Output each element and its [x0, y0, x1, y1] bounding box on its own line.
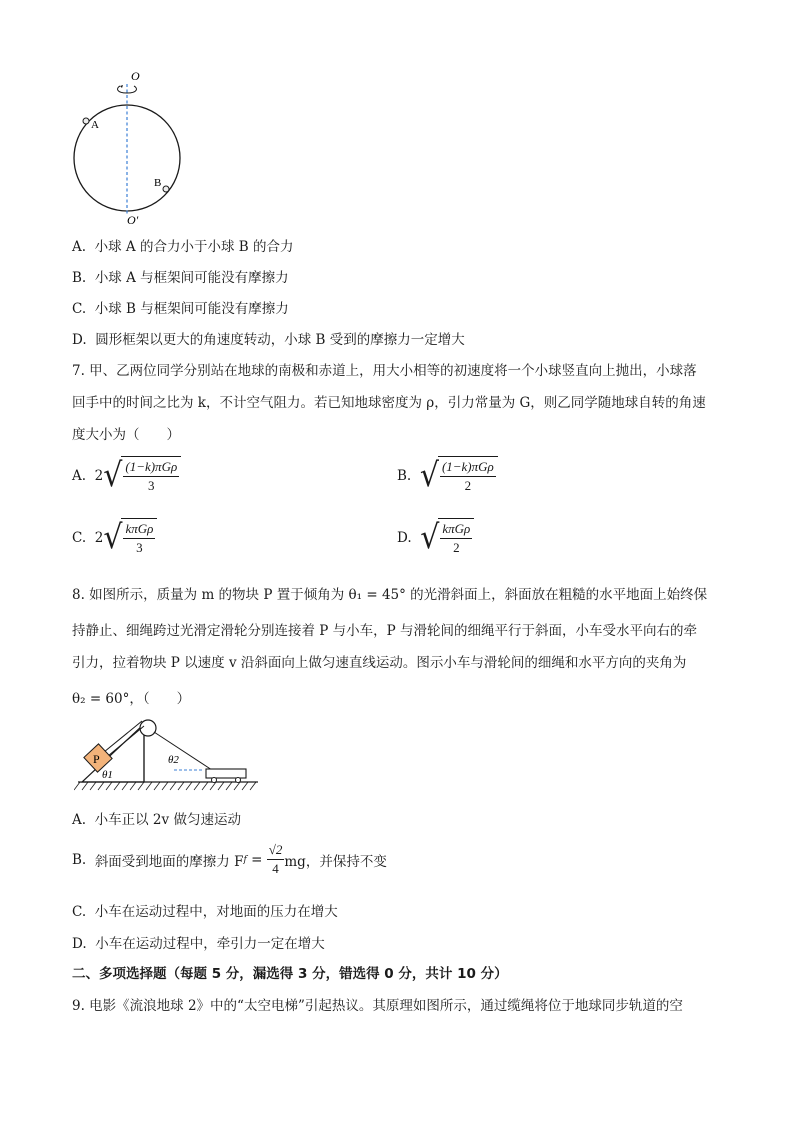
label-theta1: θ1: [102, 769, 113, 781]
label-o-prime: O′: [127, 213, 139, 226]
label-b: B: [154, 177, 162, 189]
circular-frame-figure: [64, 66, 194, 226]
q7-option-c: C. 2 √ $\frac{\text{kπGρ}}{3}$: [72, 518, 157, 558]
q6-option-c: C. 小球 B 与框架间可能没有摩擦力: [72, 301, 289, 317]
label-o: O: [131, 69, 140, 83]
q8-option-c: C. 小车在运动过程中，对地面的压力在增大: [72, 904, 338, 920]
q8-stem-line1: 8. 如图所示，质量为 m 的物块 P 置于倾角为 θ₁ = 45° 的光滑斜面上，斜面放在粗糙的水平地面上始终保: [72, 587, 708, 603]
q8-stem-line2: 持静止、细绳跨过光滑定滑轮分别连接着 P 与小车，P 与滑轮间的细绳平行于斜面，小车受水平向右的牵: [72, 623, 698, 639]
q7-option-d: D. √ $\frac{\text{kπGρ}}{2}$: [397, 518, 474, 558]
label-p: P: [93, 752, 100, 766]
q8-stem-line4: θ₂ = 60°，（ ）: [72, 691, 191, 707]
q7-option-a: A. 2 √ $\frac{\text{(1−k)πGρ}}{3}$: [72, 456, 181, 496]
label-theta2: θ2: [168, 754, 179, 766]
q7-stem-line3: 度大小为（ ）: [72, 427, 180, 443]
cart: [206, 769, 246, 778]
q8-option-a: A. 小车正以 2v 做匀速运动: [72, 812, 241, 828]
q8-option-b: B. 斜面受到地面的摩擦力 F f = $\frac{√2}{4}$ mg，并保持不变: [72, 842, 387, 876]
q9-stem-line1: 9. 电影《流浪地球 2》中的“太空电梯”引起热议。其原理如图所示，通过缆绳将位于地球同步轨道的空: [72, 998, 683, 1014]
incline-pulley-figure: [74, 716, 264, 796]
q7-option-b: B. √ $\frac{\text{(1−k)πGρ}}{2}$: [397, 456, 498, 496]
ball-a: [83, 118, 89, 124]
ball-b: [163, 186, 169, 192]
label-a: A: [91, 119, 99, 131]
q8-option-d: D. 小车在运动过程中，牵引力一定在增大: [72, 936, 325, 952]
q6-option-a: A. 小球 A 的合力小于小球 B 的合力: [72, 239, 294, 255]
q7-stem-line1: 7. 甲、乙两位同学分别站在地球的南极和赤道上，用大小相等的初速度将一个小球竖直向上抛出，小球落: [72, 363, 697, 379]
q6-option-b: B. 小球 A 与框架间可能没有摩擦力: [72, 270, 289, 286]
section2-heading: 二、多项选择题（每题 5 分，漏选得 3 分，错选得 0 分，共计 10 分）: [72, 966, 508, 982]
pulley: [140, 720, 156, 736]
q6-option-d: D. 圆形框架以更大的角速度转动，小球 B 受到的摩擦力一定增大: [72, 332, 465, 348]
q7-stem-line2: 回手中的时间之比为 k，不计空气阻力。若已知地球密度为 ρ，引力常量为 G，则乙同学随地球自转的角速: [72, 395, 706, 411]
q8-stem-line3: 引力，拉着物块 P 以速度 v 沿斜面向上做匀速直线运动。图示小车与滑轮间的细绳和水平方向的夹角为: [72, 655, 687, 671]
